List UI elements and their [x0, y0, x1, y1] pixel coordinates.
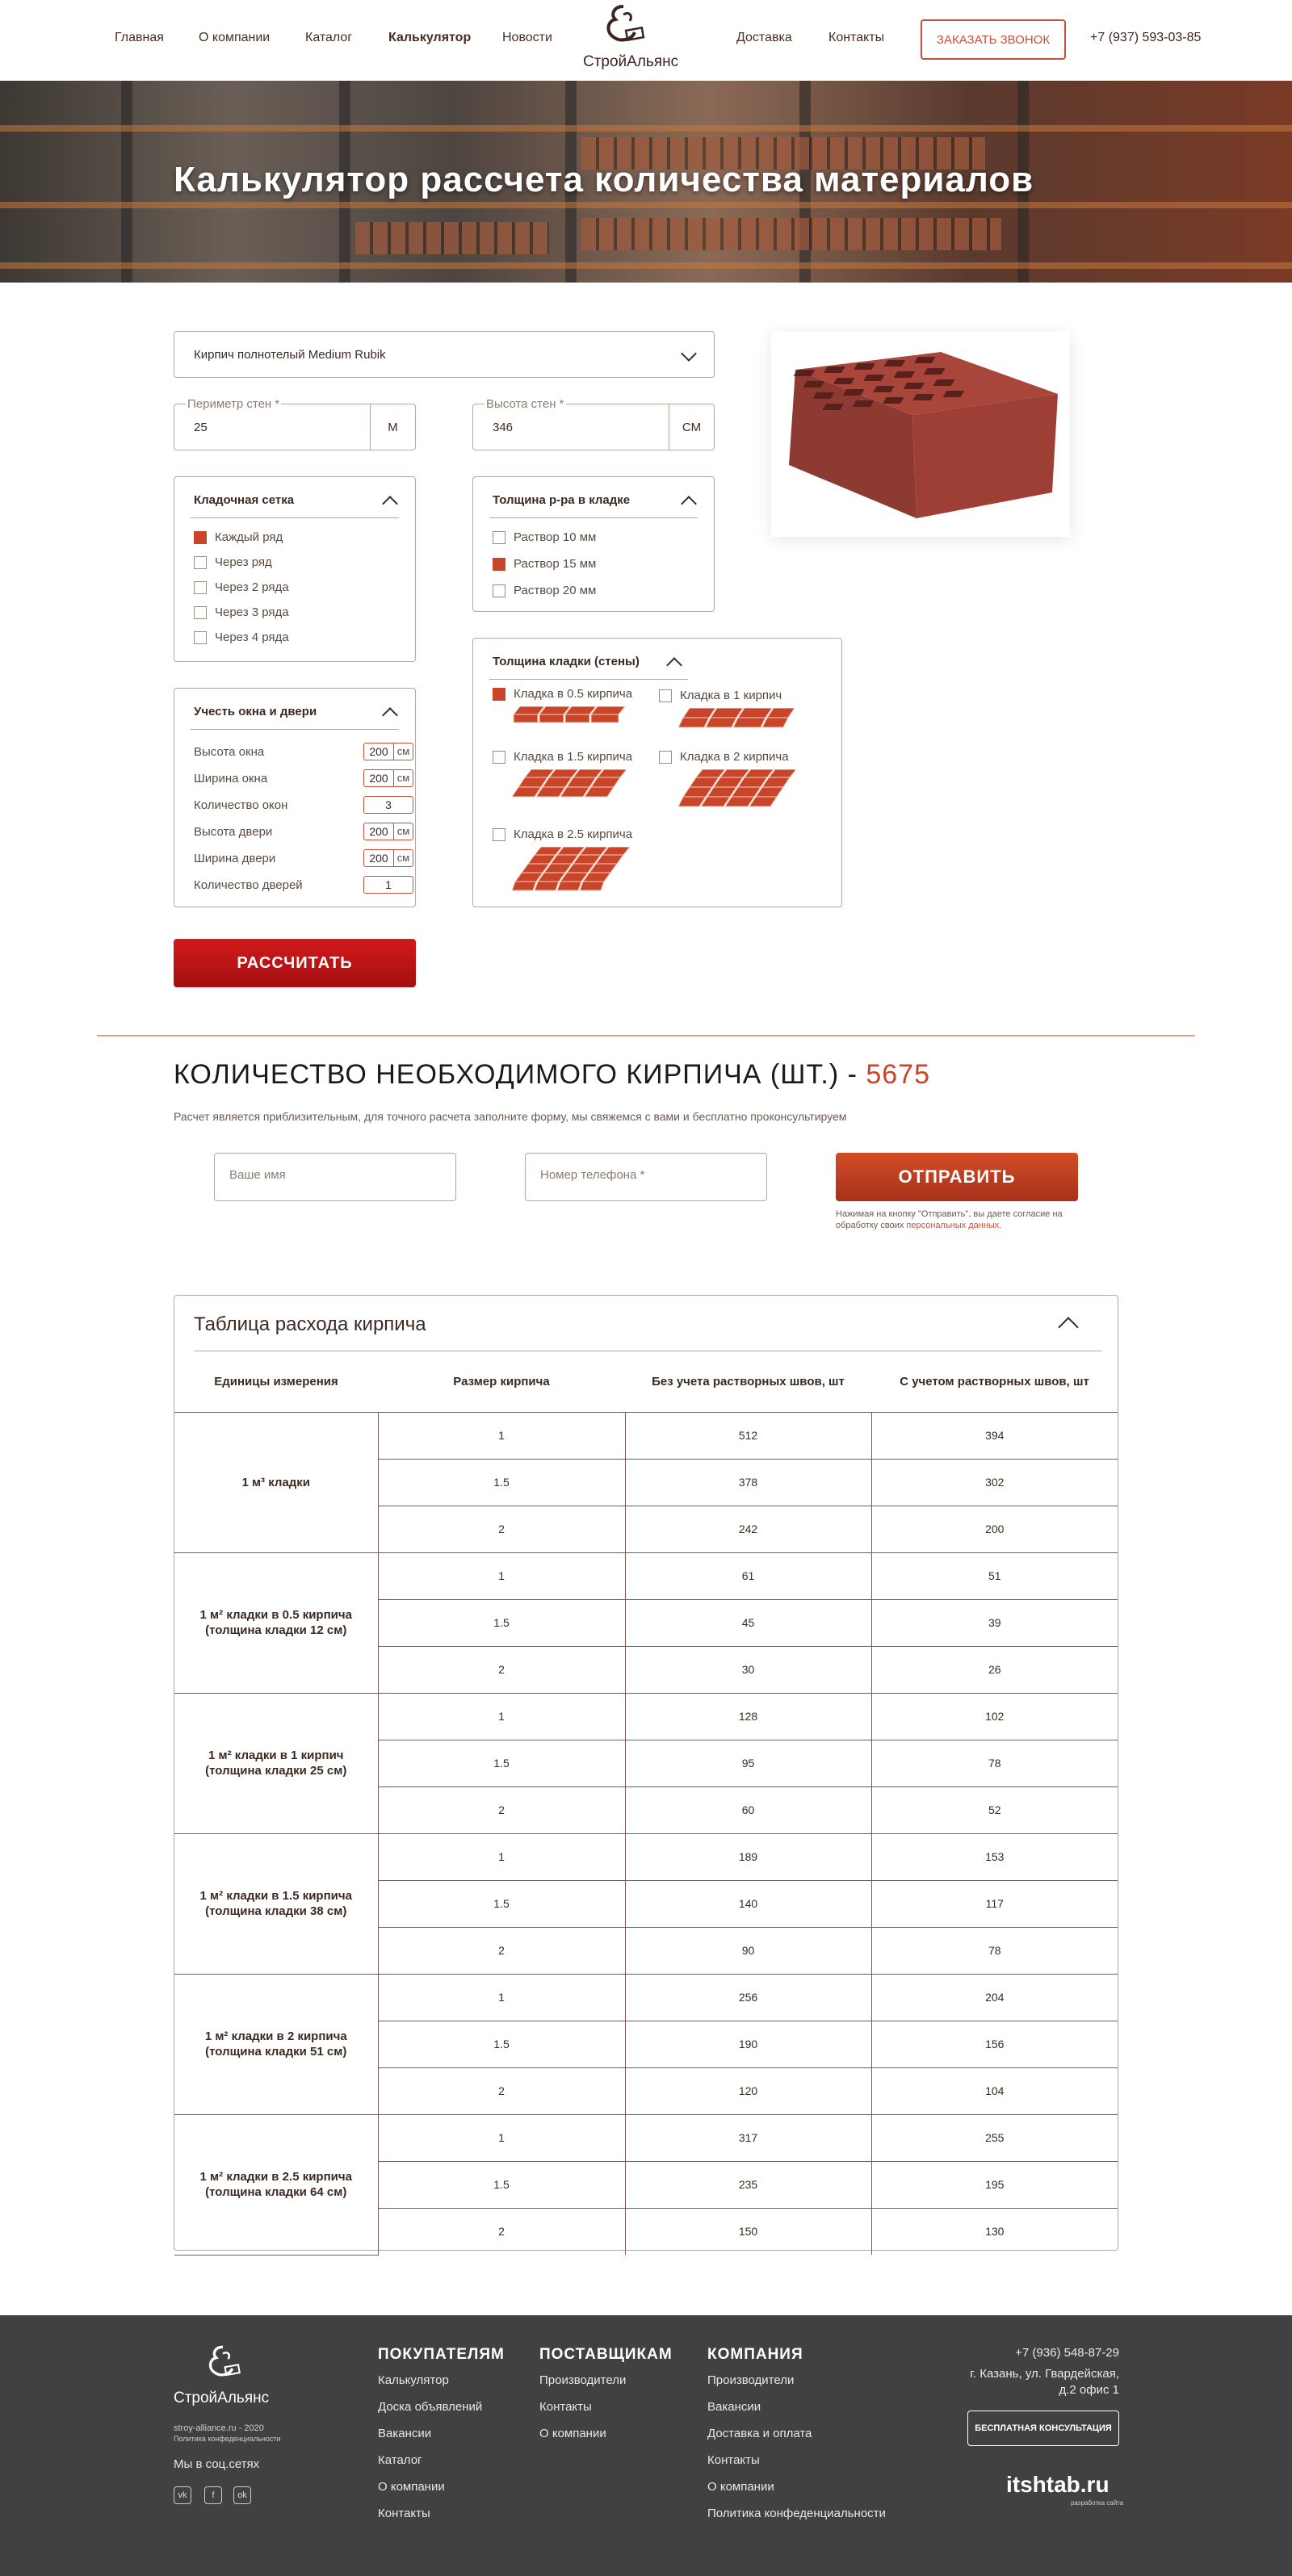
table-cell: 78 [871, 1740, 1118, 1786]
mortar-panel [472, 476, 715, 612]
table-cell: 317 [625, 2114, 871, 2161]
free-consultation-button[interactable]: БЕСПЛАТНАЯ КОНСУЛЬТАЦИЯ [967, 2411, 1119, 2446]
hero-banner [0, 81, 1292, 283]
height-field[interactable] [472, 397, 715, 450]
checkbox[interactable] [194, 556, 207, 569]
window-height-input[interactable]: 200 [363, 743, 394, 760]
wall-option[interactable]: Кладка в 2 кирпича [659, 750, 789, 764]
table-cell: 1 [378, 1552, 625, 1599]
nav-contacts[interactable]: Контакты [828, 31, 885, 44]
result-value: 5675 [866, 1059, 931, 1090]
table-cell: 120 [625, 2067, 871, 2114]
footer-address-line1: г. Казань, ул. Гвардейская, [970, 2367, 1119, 2381]
consent-text: Нажимая на кнопку "Отправить", вы даете согласие на обработку своих персональных данных. [836, 1209, 1063, 1230]
column-header: Без учета растворных швов, шт [625, 1352, 871, 1412]
nav-about[interactable]: О компании [199, 31, 271, 44]
table-title: Таблица расхода кирпича [194, 1313, 426, 1335]
table-cell: 255 [871, 2114, 1118, 2161]
table-cell: 1 [378, 1412, 625, 1459]
table-cell: 394 [871, 1412, 1118, 1459]
footer-address-line2: д.2 офис 1 [1059, 2383, 1119, 2397]
mesh-panel [174, 476, 416, 662]
table-cell: 378 [625, 1459, 871, 1506]
table-cell: 2 [378, 2208, 625, 2255]
table-row [174, 2114, 1118, 2161]
door-width-row: Ширина двери 200 см [194, 852, 400, 865]
brick-consumption-table [174, 1295, 1118, 2251]
openings-title: Учесть окна и двери [194, 705, 317, 718]
footer-phone[interactable]: +7 (936) 548-87-29 [1015, 2346, 1119, 2360]
logo-icon [599, 3, 648, 52]
phone-input[interactable]: Номер телефона * [525, 1153, 767, 1201]
table-cell: 90 [625, 1927, 871, 1974]
logo-text: СтройАльянс [583, 53, 679, 70]
mortar-option[interactable]: Раствор 15 мм [493, 557, 596, 571]
perimeter-input[interactable]: 25 [194, 421, 208, 434]
table-cell: 302 [871, 1459, 1118, 1506]
table-cell: 2 [378, 1646, 625, 1693]
checkbox[interactable] [493, 751, 505, 764]
footer-link[interactable]: Вакансии [707, 2400, 761, 2414]
checkbox[interactable] [194, 581, 207, 594]
mesh-option[interactable]: Через ряд [194, 555, 272, 569]
wall-thickness-panel [472, 638, 842, 907]
table-cell: 60 [625, 1786, 871, 1833]
footer-link[interactable]: О компании [378, 2480, 445, 2494]
footer-link[interactable]: Производители [539, 2373, 627, 2387]
nav-catalog[interactable]: Каталог [305, 31, 353, 44]
table-cell: 1 [378, 1974, 625, 2021]
door-height-input[interactable]: 200 [363, 823, 394, 840]
mesh-option[interactable]: Через 4 ряда [194, 630, 289, 644]
window-height-row: Высота окна 200 см [194, 745, 400, 759]
table-cell: 200 [871, 1506, 1118, 1552]
table-cell: 26 [871, 1646, 1118, 1693]
perimeter-field[interactable] [174, 397, 416, 450]
table-cell: 156 [871, 2021, 1118, 2067]
checkbox[interactable] [493, 828, 505, 841]
wall-option[interactable]: Кладка в 1 кирпич [659, 689, 782, 702]
chevron-up-icon[interactable] [666, 657, 682, 673]
table-cell: 512 [625, 1412, 871, 1459]
table-group-label: 1 м² кладки в 1 кирпич (толщина кладки 25 см) [174, 1693, 378, 1833]
table-cell: 51 [871, 1552, 1118, 1599]
checkbox[interactable] [194, 606, 207, 619]
developer-sub: разработка сайта [1071, 2499, 1124, 2507]
wall-option[interactable]: Кладка в 2.5 кирпича [493, 827, 632, 841]
company-heading: КОМПАНИЯ [707, 2346, 803, 2363]
checkbox[interactable] [194, 531, 207, 544]
table-cell: 45 [625, 1599, 871, 1646]
brick-row-icon [512, 847, 633, 894]
footer-link[interactable]: Каталог [378, 2453, 422, 2467]
checkbox[interactable] [493, 584, 505, 597]
checkbox[interactable] [194, 631, 207, 644]
product-image [771, 331, 1070, 537]
footer-link[interactable]: Политика конфеденциальности [707, 2507, 886, 2520]
wall-option[interactable]: Кладка в 1.5 кирпича [493, 750, 632, 764]
table-cell: 1 [378, 1833, 625, 1880]
table-cell: 52 [871, 1786, 1118, 1833]
mortar-option[interactable]: Раствор 10 мм [493, 530, 596, 544]
door-width-input[interactable]: 200 [363, 849, 394, 867]
table-group-label: 1 м² кладки в 1.5 кирпича (толщина кладки 38 см) [174, 1833, 378, 1974]
height-label: Высота стен * [486, 397, 564, 411]
table-cell: 95 [625, 1740, 871, 1786]
chevron-up-icon[interactable] [681, 496, 697, 512]
table-cell: 256 [625, 1974, 871, 2021]
header-phone[interactable]: +7 (937) 593-03-85 [1090, 31, 1202, 44]
table-cell: 61 [625, 1552, 871, 1599]
page-title: Калькулятор рассчета количества материалов [174, 160, 1034, 199]
brick-row-icon [512, 706, 633, 731]
table-cell: 153 [871, 1833, 1118, 1880]
table-cell: 189 [625, 1833, 871, 1880]
footer-link[interactable]: Контакты [539, 2400, 592, 2414]
developer-logo[interactable]: itshtab.ru [1006, 2472, 1110, 2497]
facebook-icon[interactable]: f [204, 2486, 222, 2504]
footer-link[interactable]: О компании [539, 2427, 606, 2440]
mortar-title: Толщина р-ра в кладке [493, 493, 631, 507]
checkbox[interactable] [659, 689, 672, 702]
window-width-input[interactable]: 200 [363, 769, 394, 787]
column-header: Размер кирпича [378, 1352, 625, 1412]
wall-option[interactable]: Кладка в 0.5 кирпича [493, 687, 632, 701]
table-cell: 1.5 [378, 2161, 625, 2208]
window-width-row: Ширина окна 200 см [194, 772, 400, 785]
footer-link[interactable]: Контакты [378, 2507, 430, 2520]
table-cell: 117 [871, 1880, 1118, 1927]
nav-calculator[interactable]: Калькулятор [388, 31, 472, 44]
footer-logo-icon [200, 2344, 245, 2385]
privacy-link[interactable]: персональных данных. [906, 1221, 1002, 1230]
footer-privacy-small[interactable]: Политика конфеденциальности [174, 2435, 281, 2443]
table-cell: 2 [378, 1786, 625, 1833]
column-header: С учетом растворных швов, шт [871, 1352, 1118, 1412]
table-cell: 235 [625, 2161, 871, 2208]
table-cell: 1.5 [378, 1599, 625, 1646]
table-group-label: 1 м³ кладки [174, 1412, 378, 1552]
nav-delivery[interactable]: Доставка [736, 31, 792, 44]
perimeter-label: Периметр стен * [187, 397, 280, 411]
checkbox[interactable] [493, 688, 505, 701]
table-row [174, 1412, 1118, 1459]
window-count-row: Количество окон 3 [194, 798, 400, 812]
table-cell: 1.5 [378, 1880, 625, 1927]
table-group-label: 1 м² кладки в 2.5 кирпича (толщина кладки 64 см) [174, 2114, 378, 2255]
door-count-input[interactable]: 1 [363, 876, 413, 894]
footer-link[interactable]: О компании [707, 2480, 774, 2494]
brick-product-icon [771, 331, 1070, 537]
chevron-up-icon[interactable] [382, 496, 398, 512]
site-header [0, 0, 1292, 81]
table-cell: 2 [378, 1927, 625, 1974]
footer-link[interactable]: Контакты [707, 2453, 760, 2467]
brick-row-icon [678, 769, 799, 811]
product-select[interactable] [174, 331, 715, 378]
table-cell: 1.5 [378, 2021, 625, 2067]
table-row [174, 1833, 1118, 1880]
mesh-option[interactable]: Через 2 ряда [194, 580, 289, 594]
odnoklassniki-icon[interactable]: ok [233, 2486, 251, 2504]
chevron-up-icon[interactable] [1058, 1317, 1078, 1337]
column-header: Единицы измерения [174, 1352, 378, 1412]
checkbox[interactable] [493, 558, 505, 571]
footer-link[interactable]: Вакансии [378, 2427, 432, 2440]
table-row [174, 1552, 1118, 1599]
table-row [174, 1974, 1118, 2021]
calculate-button[interactable]: РАССЧИТАТЬ [174, 939, 416, 987]
brick-row-icon [512, 769, 633, 806]
table-cell: 39 [871, 1599, 1118, 1646]
table-cell: 1.5 [378, 1740, 625, 1786]
table-cell: 190 [625, 2021, 871, 2067]
table-cell: 78 [871, 1927, 1118, 1974]
divider [97, 1035, 1195, 1037]
table-cell: 242 [625, 1506, 871, 1552]
result-title: КОЛИЧЕСТВО НЕОБХОДИМОГО КИРПИЧА (ШТ.) - 5675 [174, 1059, 931, 1090]
logo[interactable] [583, 3, 679, 76]
footer-logo-text: СтройАльянс [174, 2390, 270, 2406]
footer-link[interactable]: Калькулятор [378, 2373, 449, 2387]
table-cell: 1.5 [378, 1459, 625, 1506]
table-cell: 2 [378, 2067, 625, 2114]
height-input[interactable]: 346 [493, 421, 514, 434]
site-footer [0, 2315, 1292, 2576]
send-button[interactable]: ОТПРАВИТЬ [836, 1153, 1078, 1201]
order-call-button[interactable]: ЗАКАЗАТЬ ЗВОНОК [921, 19, 1066, 60]
table-cell: 1 [378, 2114, 625, 2161]
table-cell: 104 [871, 2067, 1118, 2114]
wall-title: Толщина кладки (стены) [493, 655, 640, 668]
mesh-title: Кладочная сетка [194, 493, 295, 507]
table-cell: 128 [625, 1693, 871, 1740]
perimeter-unit: М [370, 404, 415, 450]
table-cell: 195 [871, 2161, 1118, 2208]
chevron-down-icon [681, 346, 697, 362]
table-cell: 140 [625, 1880, 871, 1927]
mesh-option[interactable]: Через 3 ряда [194, 605, 289, 619]
height-unit: СМ [669, 404, 714, 450]
nav-home[interactable]: Главная [115, 31, 164, 44]
table-cell: 102 [871, 1693, 1118, 1740]
table-cell: 150 [625, 2208, 871, 2255]
mesh-option[interactable]: Каждый ряд [194, 530, 283, 544]
buyers-heading: ПОКУПАТЕЛЯМ [378, 2346, 505, 2363]
vk-icon[interactable]: vk [174, 2486, 191, 2504]
table-cell: 1 [378, 1693, 625, 1740]
footer-link[interactable]: Производители [707, 2373, 795, 2387]
table-group-label: 1 м² кладки в 2 кирпича (толщина кладки 51 см) [174, 1974, 378, 2114]
suppliers-heading: ПОСТАВЩИКАМ [539, 2346, 673, 2363]
footer-site: stroy-alliance.ru - 2020 [174, 2423, 264, 2433]
table-cell: 2 [378, 1506, 625, 1552]
chevron-up-icon[interactable] [382, 707, 398, 723]
checkbox[interactable] [493, 531, 505, 544]
mortar-option[interactable]: Раствор 20 мм [493, 584, 596, 597]
nav-news[interactable]: Новости [502, 31, 552, 44]
window-count-input[interactable]: 3 [363, 796, 413, 814]
footer-link[interactable]: Доставка и оплата [707, 2427, 812, 2440]
table [174, 1352, 1118, 2256]
brick-row-icon [678, 708, 799, 735]
table-cell: 30 [625, 1646, 871, 1693]
table-cell: 130 [871, 2208, 1118, 2255]
social-label: Мы в соц.сетях [174, 2457, 260, 2471]
result-note: Расчет является приблизительным, для точного расчета заполните форму, мы свяжемся с вами и бесплатно проконсультируем [174, 1110, 847, 1123]
footer-link[interactable]: Доска объявлений [378, 2400, 483, 2414]
table-row [174, 1693, 1118, 1740]
table-group-label: 1 м² кладки в 0.5 кирпича (толщина кладки 12 см) [174, 1552, 378, 1693]
door-count-row: Количество дверей 1 [194, 878, 400, 892]
door-height-row: Высота двери 200 см [194, 825, 400, 839]
product-select-value: Кирпич полнотелый Medium Rubik [194, 347, 386, 362]
checkbox[interactable] [659, 751, 672, 764]
openings-panel [174, 688, 416, 907]
table-cell: 204 [871, 1974, 1118, 2021]
name-input[interactable]: Ваше имя [214, 1153, 456, 1201]
